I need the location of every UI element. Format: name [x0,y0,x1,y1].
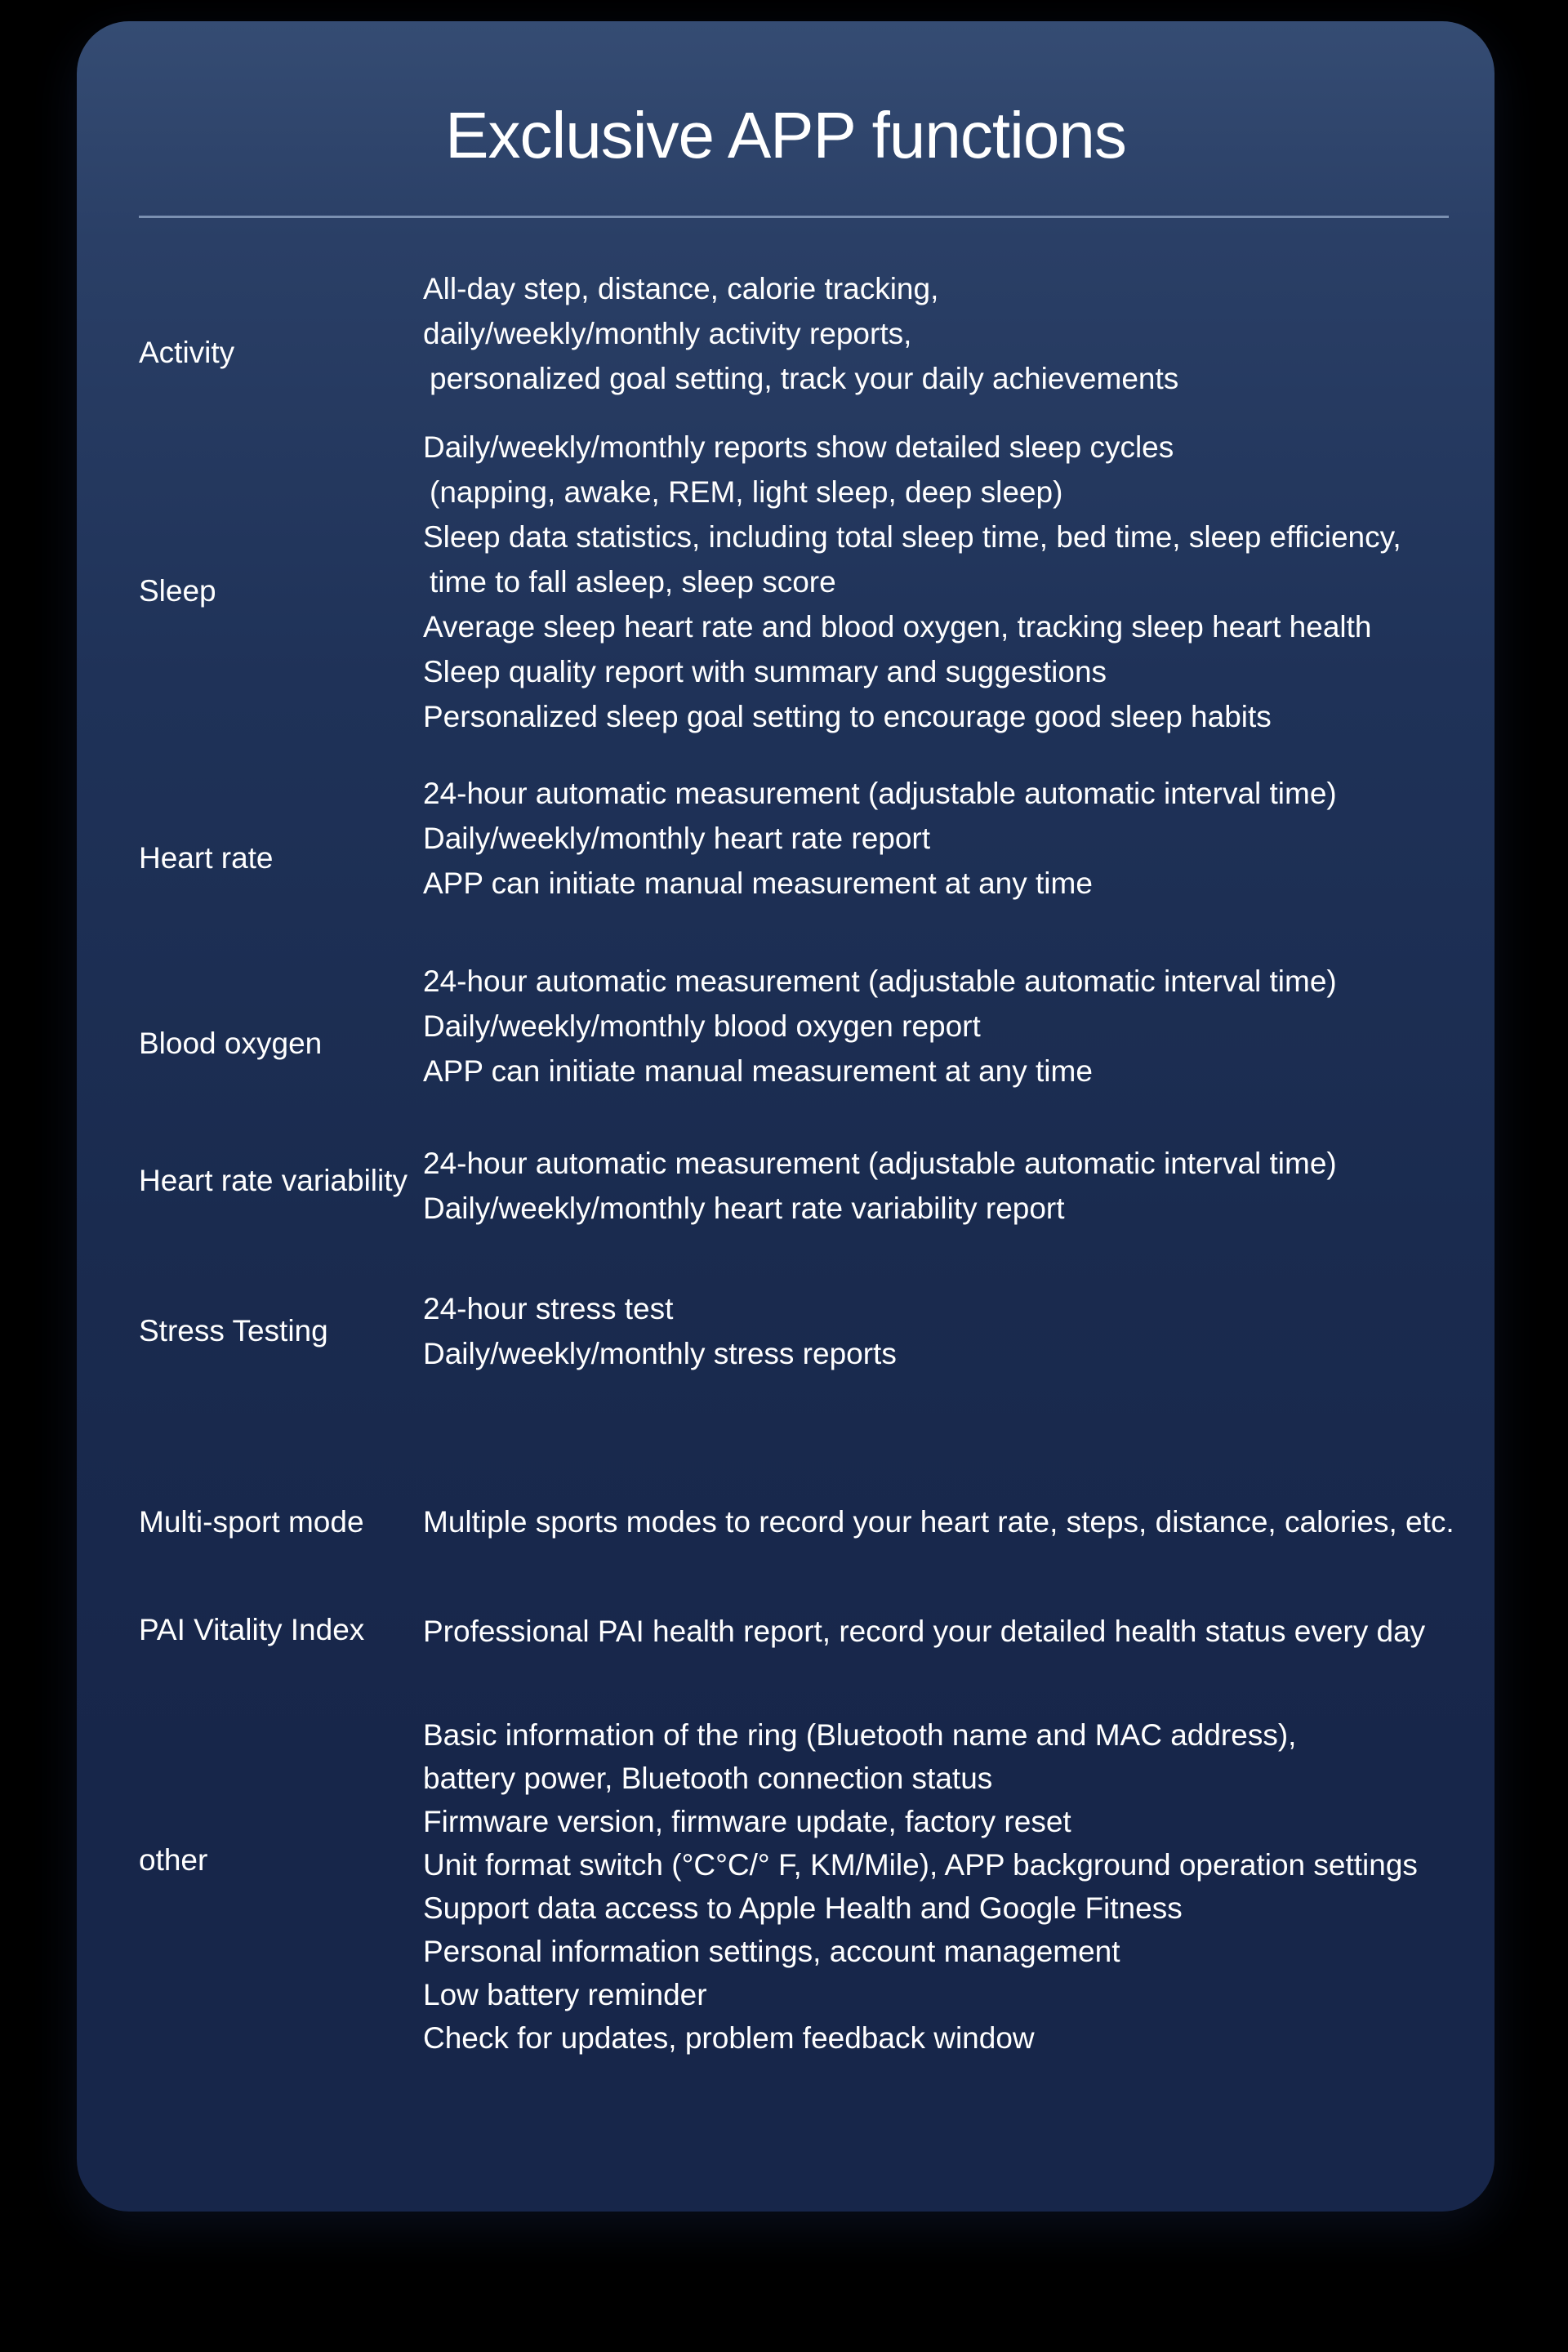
feature-lines-heart-rate [423,771,1337,906]
feature-line: Support data access to Apple Health and Google Fitness [423,1891,1183,1925]
title-divider [139,216,1449,218]
feature-line: 24-hour automatic measurement (adjustable automatic interval time) [423,1147,1337,1180]
feature-line: Personalized sleep goal setting to encourage good sleep habits [423,700,1272,733]
feature-line: (napping, awake, REM, light sleep, deep sleep) [430,475,1063,509]
feature-label-activity: Activity [139,336,235,369]
feature-line: Firmware version, firmware update, factory reset [423,1805,1071,1838]
feature-line: Average sleep heart rate and blood oxygen, tracking sleep heart health [423,610,1372,644]
feature-lines-blood-oxygen [423,959,1337,1094]
feature-line: battery power, Bluetooth connection status [423,1762,993,1795]
feature-lines-other [423,1713,1418,2060]
feature-label-blood-oxygen: Blood oxygen [139,1027,323,1060]
feature-label-other: other [139,1843,208,1877]
feature-line: personalized goal setting, track your daily achievements [430,362,1179,395]
feature-label-pai: PAI Vitality Index [139,1613,365,1646]
feature-line: Daily/weekly/monthly blood oxygen report [423,1009,981,1043]
feature-line: Daily/weekly/monthly heart rate variability report [423,1192,1065,1225]
feature-label-hrv: Heart rate variability [139,1164,408,1197]
feature-line: Check for updates, problem feedback window [423,2021,1035,2055]
feature-line: Basic information of the ring (Bluetooth name and MAC address), [423,1718,1297,1752]
feature-line: Multiple sports modes to record your heart rate, steps, distance, calories, etc. [423,1505,1454,1539]
feature-line: daily/weekly/monthly activity reports, [423,317,912,350]
feature-line: All-day step, distance, calorie tracking, [423,272,939,305]
feature-line: 24-hour stress test [423,1292,674,1325]
feature-lines-multi-sport [423,1499,1454,1544]
feature-lines-sleep [423,425,1401,739]
feature-lines-stress [423,1286,897,1376]
feature-label-heart-rate: Heart rate [139,841,274,875]
feature-label-multi-sport: Multi-sport mode [139,1505,364,1539]
feature-line: APP can initiate manual measurement at any time [423,866,1093,900]
feature-line: time to fall asleep, sleep score [430,565,836,599]
feature-line: Daily/weekly/monthly heart rate report [423,822,931,855]
feature-line: 24-hour automatic measurement (adjustable automatic interval time) [423,777,1337,810]
feature-line: Unit format switch (°C°C/° F, KM/Mile), APP background operation settings [423,1848,1418,1882]
feature-line: Professional PAI health report, record your detailed health status every day [423,1615,1426,1648]
feature-lines-hrv [423,1141,1337,1231]
feature-line: Daily/weekly/monthly stress reports [423,1337,897,1370]
feature-line: Sleep data statistics, including total sleep time, bed time, sleep efficiency, [423,520,1401,554]
feature-lines-pai [423,1609,1425,1654]
feature-line: Personal information settings, account management [423,1935,1120,1968]
feature-line: 24-hour automatic measurement (adjustable automatic interval time) [423,964,1337,998]
feature-line: APP can initiate manual measurement at any time [423,1054,1093,1088]
feature-line: Daily/weekly/monthly reports show detailed sleep cycles [423,430,1174,464]
feature-label-sleep: Sleep [139,574,216,608]
feature-label-stress: Stress Testing [139,1314,328,1348]
feature-line: Low battery reminder [423,1978,707,2011]
page-title: Exclusive APP functions [445,99,1126,172]
feature-lines-activity [423,266,1178,401]
feature-line: Sleep quality report with summary and suggestions [423,655,1107,688]
feature-card [77,21,1494,2212]
